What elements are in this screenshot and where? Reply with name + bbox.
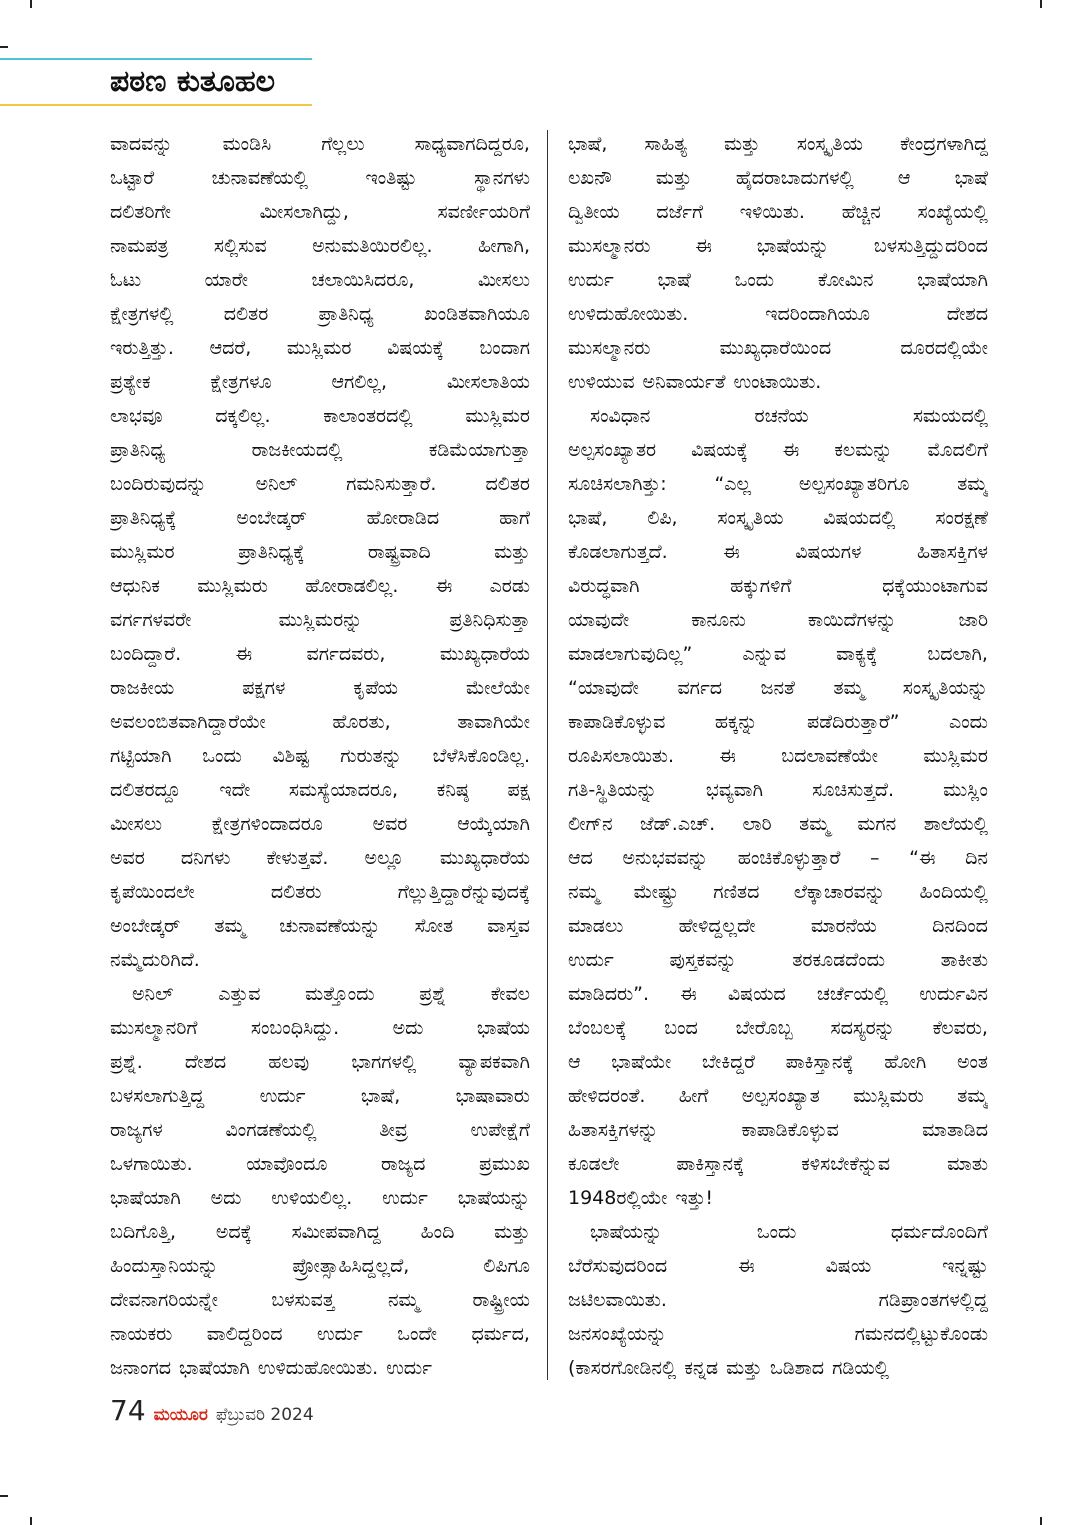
text-line: (ಕಾಸರಗೋಡಿನಲ್ಲಿ ಕನ್ನಡ ಮತ್ತು ಒಡಿಶಾದ ಗಡಿಯಲ್ಲಿ [568, 1357, 890, 1379]
text-line: ಕೂಡಲೇ ಪಾಕಿಸ್ತಾನಕ್ಕೆ ಕಳಿಸಬೇಕೆನ್ನುವ ಮಾತು [568, 1153, 988, 1175]
text-line: ಕೃಪೆಯಿಂದಲೇ ದಲಿತರು ಗೆಲ್ಲುತ್ತಿದ್ದಾರೆನ್ನುವುದಕ್ಕೆ [110, 881, 530, 903]
text-line: ಉಳಿದುಹೋಯಿತು. ಇದರಿಂದಾಗಿಯೂ ದೇಶದ [568, 303, 988, 325]
text-line: ವಿರುದ್ಧವಾಗಿ ಹಕ್ಕುಗಳಿಗೆ ಧಕ್ಕೆಯುಂಟಾಗುವ [568, 575, 988, 597]
text-line: 1948ರಲ್ಲಿಯೇ ಇತ್ತು! [568, 1187, 714, 1209]
text-line: ವಾದವನ್ನು ಮಂಡಿಸಿ ಗೆಲ್ಲಲು ಸಾಧ್ಯವಾಗದಿದ್ದರೂ, [110, 133, 530, 155]
article-paragraph [568, 1215, 988, 1385]
text-line: ಉಳಿಯುವ ಅನಿವಾರ್ಯತೆ ಉಂಟಾಯಿತು. [568, 371, 822, 393]
text-line: ಮಾಡಲು ಹೇಳಿದ್ದಲ್ಲದೇ ಮಾರನೆಯ ದಿನದಿಂದ [568, 915, 988, 937]
text-line: ಲಖನೌ ಮತ್ತು ಹೈದರಾಬಾದುಗಳಲ್ಲಿ ಆ ಭಾಷೆ [568, 167, 988, 189]
text-line: ಲೀಗ್‌ನ ಜೆಡ್.ಎಚ್. ಲಾರಿ ತಮ್ಮ ಮಗನ ಶಾಲೆಯಲ್ಲಿ [568, 813, 988, 835]
text-line: ಮಾಡಿದರು”. ಈ ವಿಷಯದ ಚರ್ಚೆಯಲ್ಲಿ ಉರ್ದುವಿನ [568, 983, 988, 1005]
text-line: ಮುಸಲ್ಮಾನರು ಈ ಭಾಷೆಯನ್ನು ಬಳಸುತ್ತಿದ್ದುದರಿಂದ [568, 235, 988, 257]
page-footer [110, 1394, 314, 1428]
text-line: ಉರ್ದು ಭಾಷೆ ಒಂದು ಕೋಮಿನ ಭಾಷೆಯಾಗಿ [568, 269, 988, 291]
article-paragraph [568, 127, 988, 399]
text-line: ಸೂಚಿಸಲಾಗಿತ್ತು: “ಎಲ್ಲ ಅಲ್ಪಸಂಖ್ಯಾತರಿಗೂ ತಮ್ಮ [568, 473, 988, 495]
text-line: ಬಂದಿದ್ದಾರೆ. ಈ ವರ್ಗದವರು, ಮುಖ್ಯಧಾರೆಯ [110, 643, 530, 665]
section-title: ಪಠಣ ಕುತೂಹಲ [110, 64, 276, 99]
text-line: ಓಟು ಯಾರೇ ಚಲಾಯಿಸಿದರೂ, ಮೀಸಲು [110, 269, 530, 291]
text-line: ಕ್ಷೇತ್ರಗಳಲ್ಲಿ ದಲಿತರ ಪ್ರಾತಿನಿಧ್ಯ ಖಂಡಿತವಾಗಿಯೂ [110, 303, 530, 325]
text-line: ಮುಸಲ್ಮಾನರಿಗೆ ಸಂಬಂಧಿಸಿದ್ದು. ಅದು ಭಾಷೆಯ [110, 1017, 530, 1039]
text-line: ಹಿಂದುಸ್ತಾನಿಯನ್ನು ಪ್ರೋತ್ಸಾಹಿಸಿದ್ದಲ್ಲದೆ, ಲಿಪಿಗೂ [110, 1255, 530, 1277]
text-line: ಬಂದಿರುವುದನ್ನು ಅನಿಲ್ ಗಮನಿಸುತ್ತಾರೆ. ದಲಿತರ [110, 473, 530, 495]
crop-mark [30, 1517, 32, 1525]
text-line: ಮುಸಲ್ಮಾನರು ಮುಖ್ಯಧಾರೆಯಿಂದ ದೂರದಲ್ಲಿಯೇ [568, 337, 988, 359]
text-line: ಭಾಷೆಯನ್ನು ಒಂದು ಧರ್ಮದೊಂದಿಗೆ [590, 1221, 988, 1243]
text-line: ದಲಿತರಿಗೇ ಮೀಸಲಾಗಿದ್ದು, ಸವರ್ಣೀಯರಿಗೆ [110, 201, 530, 223]
article-column-left [110, 127, 530, 1385]
text-line: ಮುಸ್ಲಿಮರ ಪ್ರಾತಿನಿಧ್ಯಕ್ಕೆ ರಾಷ್ಟ್ರವಾದಿ ಮತ್ತು [110, 541, 530, 563]
text-line: ಆಧುನಿಕ ಮುಸ್ಲಿಮರು ಹೋರಾಡಲಿಲ್ಲ. ಈ ಎರಡು [110, 575, 530, 597]
text-line: ಬೆರೆಸುವುದರಿಂದ ಈ ವಿಷಯ ಇನ್ನಷ್ಟು [568, 1255, 988, 1277]
text-line: ವರ್ಗಗಳವರೇ ಮುಸ್ಲಿಮರನ್ನು ಪ್ರತಿನಿಧಿಸುತ್ತಾ [110, 609, 530, 631]
text-line: ಹಿತಾಸಕ್ತಿಗಳನ್ನು ಕಾಪಾಡಿಕೊಳ್ಳುವ ಮಾತಾಡಿದ [568, 1119, 988, 1141]
text-line: ಗಟ್ಟಿಯಾಗಿ ಒಂದು ವಿಶಿಷ್ಟ ಗುರುತನ್ನು ಬೆಳೆಸಿಕೊಂಡಿಲ್ಲ. [110, 745, 530, 767]
crop-mark [1040, 0, 1042, 8]
text-line: ದ್ವಿತೀಯ ದರ್ಜೆಗೆ ಇಳಿಯಿತು. ಹೆಚ್ಚಿನ ಸಂಖ್ಯೆಯಲ್ಲಿ [568, 201, 988, 223]
crop-mark [0, 1495, 8, 1497]
text-line: ಮೀಸಲು ಕ್ಷೇತ್ರಗಳಿಂದಾದರೂ ಅವರ ಆಯ್ಕೆಯಾಗಿ [110, 813, 530, 835]
crop-mark [30, 0, 32, 8]
text-line: ಕೊಡಲಾಗುತ್ತದೆ. ಈ ವಿಷಯಗಳ ಹಿತಾಸಕ್ತಿಗಳ [568, 541, 988, 563]
text-line: ಪ್ರಶ್ನೆ. ದೇಶದ ಹಲವು ಭಾಗಗಳಲ್ಲಿ ವ್ಯಾಪಕವಾಗಿ [110, 1051, 530, 1073]
text-line: ಕಾಪಾಡಿಕೊಳ್ಳುವ ಹಕ್ಕನ್ನು ಪಡೆದಿರುತ್ತಾರೆ” ಎಂದು [568, 711, 988, 733]
text-line: ಒಳಗಾಯಿತು. ಯಾವೊಂದೂ ರಾಜ್ಯದ ಪ್ರಮುಖ [110, 1153, 530, 1175]
text-line: ಪ್ರಾತಿನಿಧ್ಯಕ್ಕೆ ಅಂಬೇಡ್ಕರ್ ಹೋರಾಡಿದ ಹಾಗೆ [110, 507, 530, 529]
text-line: ಭಾಷೆ, ಸಾಹಿತ್ಯ ಮತ್ತು ಸಂಸ್ಕೃತಿಯ ಕೇಂದ್ರಗಳಾಗಿದ್ದ [568, 133, 988, 155]
text-line: ಅಲ್ಪಸಂಖ್ಯಾತರ ವಿಷಯಕ್ಕೆ ಈ ಕಲಮನ್ನು ಮೊದಲಿಗೆ [568, 439, 988, 461]
magazine-logo: ಮಯೂರ [153, 1405, 208, 1425]
text-line: ಬದಿಗೊತ್ತಿ, ಅದಕ್ಕೆ ಸಮೀಪವಾಗಿದ್ದ ಹಿಂದಿ ಮತ್ತು [110, 1221, 530, 1243]
text-line: ಆದ ಅನುಭವವನ್ನು ಹಂಚಿಕೊಳ್ಳುತ್ತಾರೆ – “ಈ ದಿನ [568, 847, 988, 869]
text-line: ಭಾಷೆ, ಲಿಪಿ, ಸಂಸ್ಕೃತಿಯ ವಿಷಯದಲ್ಲಿ ಸಂರಕ್ಷಣೆ [568, 507, 988, 529]
text-line: ಜನಸಂಖ್ಯೆಯನ್ನು ಗಮನದಲ್ಲಿಟ್ಟುಕೊಂಡು [568, 1323, 988, 1345]
text-line: ಬೆಂಬಲಕ್ಕೆ ಬಂದ ಬೇರೊಬ್ಬ ಸದಸ್ಯರನ್ನು ಕೆಲವರು, [568, 1017, 988, 1039]
text-line: ಅವರ ದನಿಗಳು ಕೇಳುತ್ತವೆ. ಅಲ್ಲೂ ಮುಖ್ಯಧಾರೆಯ [110, 847, 530, 869]
article-paragraph [110, 127, 530, 977]
header-rule-bottom [0, 104, 312, 106]
text-line: ಅನಿಲ್ ಎತ್ತುವ ಮತ್ತೊಂದು ಪ್ರಶ್ನೆ ಕೇವಲ [132, 983, 530, 1005]
text-line: ಉರ್ದು ಪುಸ್ತಕವನ್ನು ತರಕೂಡದೆಂದು ತಾಕೀತು [568, 949, 988, 971]
text-line: ಯಾವುದೇ ಕಾನೂನು ಕಾಯಿದೆಗಳನ್ನು ಜಾರಿ [568, 609, 988, 631]
text-line: ಸಂವಿಧಾನ ರಚನೆಯ ಸಮಯದಲ್ಲಿ [590, 405, 988, 427]
issue-date: ಫೆಬ್ರುವರಿ 2024 [215, 1405, 314, 1425]
article-paragraph [110, 977, 530, 1385]
article-column-right [568, 127, 988, 1385]
column-divider [547, 130, 548, 1380]
crop-mark [1040, 1517, 1042, 1525]
text-line: ಭಾಷೆಯಾಗಿ ಅದು ಉಳಿಯಲಿಲ್ಲ. ಉರ್ದು ಭಾಷೆಯನ್ನು [110, 1187, 530, 1209]
text-line: ಜನಾಂಗದ ಭಾಷೆಯಾಗಿ ಉಳಿದುಹೋಯಿತು. ಉರ್ದು [110, 1357, 432, 1379]
text-line: ಪ್ರಾತಿನಿಧ್ಯ ರಾಜಕೀಯದಲ್ಲಿ ಕಡಿಮೆಯಾಗುತ್ತಾ [110, 439, 530, 461]
text-line: ಲಾಭವೂ ದಕ್ಕಲಿಲ್ಲ. ಕಾಲಾಂತರದಲ್ಲಿ ಮುಸ್ಲಿಮರ [110, 405, 530, 427]
text-line: ಗತಿ-ಸ್ಥಿತಿಯನ್ನು ಭವ್ಯವಾಗಿ ಸೂಚಿಸುತ್ತದೆ. ಮುಸ್ಲಿಂ [568, 779, 988, 801]
text-line: ರಾಜಕೀಯ ಪಕ್ಷಗಳ ಕೃಪೆಯ ಮೇಲೆಯೇ [110, 677, 530, 699]
text-line: ನಮ್ಮ ಮೇಷ್ಟ್ರು ಗಣಿತದ ಲೆಕ್ಕಾಚಾರವನ್ನು ಹಿಂದಿಯಲ್ಲಿ [568, 881, 988, 903]
text-line: ನಾಯಕರು ವಾಲಿದ್ದರಿಂದ ಉರ್ದು ಒಂದೇ ಧರ್ಮದ, [110, 1323, 530, 1345]
text-line: ಜಟಿಲವಾಯಿತು. ಗಡಿಪ್ರಾಂತಗಳಲ್ಲಿದ್ದ [568, 1289, 988, 1311]
text-line: ನಮ್ಮೆದುರಿಗಿದೆ. [110, 949, 200, 971]
crop-mark [0, 46, 8, 48]
text-line: ಅಂಬೇಡ್ಕರ್ ತಮ್ಮ ಚುನಾವಣೆಯನ್ನು ಸೋತ ವಾಸ್ತವ [110, 915, 530, 937]
text-line: ಇರುತ್ತಿತ್ತು. ಆದರೆ, ಮುಸ್ಲಿಮರ ವಿಷಯಕ್ಕೆ ಬಂದಾಗ [110, 337, 530, 359]
text-line: ದೇವನಾಗರಿಯನ್ನೇ ಬಳಸುವತ್ತ ನಮ್ಮ ರಾಷ್ಟ್ರೀಯ [110, 1289, 530, 1311]
text-line: ದಲಿತರದ್ದೂ ಇದೇ ಸಮಸ್ಯೆಯಾದರೂ, ಕನಿಷ್ಠ ಪಕ್ಷ [110, 779, 530, 801]
text-line: ಒಟ್ಟಾರೆ ಚುನಾವಣೆಯಲ್ಲಿ ಇಂತಿಷ್ಟು ಸ್ಥಾನಗಳು [110, 167, 530, 189]
article-paragraph [568, 399, 988, 1215]
text-line: ಬಳಸಲಾಗುತ್ತಿದ್ದ ಉರ್ದು ಭಾಷೆ, ಭಾಷಾವಾರು [110, 1085, 530, 1107]
text-line: ಅವಲಂಬಿತವಾಗಿದ್ದಾರೆಯೇ ಹೊರತು, ತಾವಾಗಿಯೇ [110, 711, 530, 733]
text-line: ಹೇಳಿದರಂತೆ. ಹೀಗೆ ಅಲ್ಪಸಂಖ್ಯಾತ ಮುಸ್ಲಿಮರು ತಮ್ಮ [568, 1085, 988, 1107]
text-line: ರೂಪಿಸಲಾಯಿತು. ಈ ಬದಲಾವಣೆಯೇ ಮುಸ್ಲಿಮರ [568, 745, 988, 767]
header-rule-top [0, 58, 312, 60]
text-line: ಆ ಭಾಷೆಯೇ ಬೇಕಿದ್ದರೆ ಪಾಕಿಸ್ತಾನಕ್ಕೆ ಹೋಗಿ ಅಂತ [568, 1051, 988, 1073]
text-line: “ಯಾವುದೇ ವರ್ಗದ ಜನತೆ ತಮ್ಮ ಸಂಸ್ಕೃತಿಯನ್ನು [568, 677, 988, 699]
text-line: ಮಾಡಲಾಗುವುದಿಲ್ಲ” ಎನ್ನುವ ವಾಕ್ಯಕ್ಕೆ ಬದಲಾಗಿ, [568, 643, 988, 665]
page-number: 74 [110, 1394, 146, 1427]
text-line: ನಾಮಪತ್ರ ಸಲ್ಲಿಸುವ ಅನುಮತಿಯಿರಲಿಲ್ಲ. ಹೀಗಾಗಿ, [110, 235, 530, 257]
text-line: ಪ್ರತ್ಯೇಕ ಕ್ಷೇತ್ರಗಳೂ ಆಗಲಿಲ್ಲ, ಮೀಸಲಾತಿಯ [110, 371, 530, 393]
text-line: ರಾಜ್ಯಗಳ ವಿಂಗಡಣೆಯಲ್ಲಿ ತೀವ್ರ ಉಪೇಕ್ಷೆಗೆ [110, 1119, 530, 1141]
